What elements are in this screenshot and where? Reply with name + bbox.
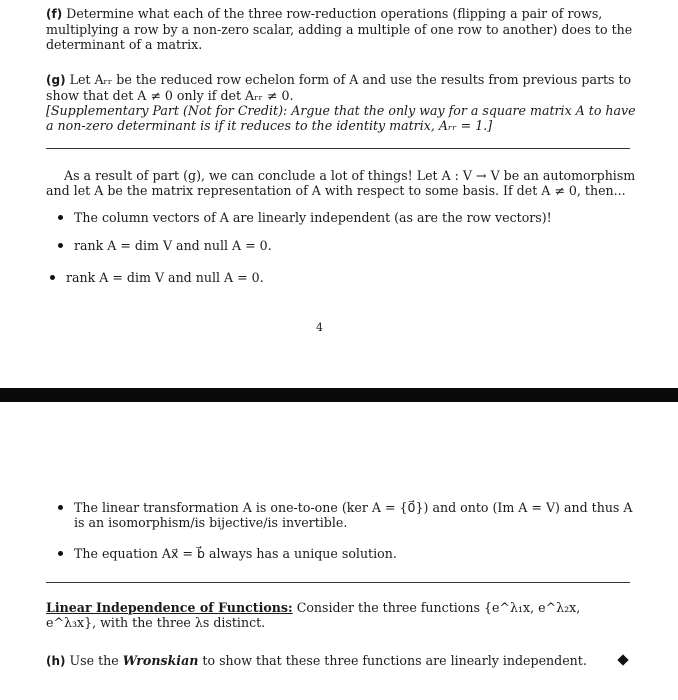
linear-independence-heading: Linear Independence of Functions:	[46, 600, 293, 615]
linear-independence-text: Consider the three functions {e^λ₁x, e^λ₂x, e^λ₃x}, with the three λs distinct.	[46, 600, 581, 630]
bullet-text: rank A = dim V and null A = 0.	[66, 270, 264, 285]
bullet-text: The column vectors of A are linearly independent (as are the row vectors)!	[74, 210, 552, 225]
part-h-emph: Wronskian	[122, 653, 199, 668]
bullet-icon	[50, 275, 55, 280]
conclusion-intro: As a result of part (g), we can conclude a lot of things! Let A : V → V be an automorphism and let A be the matrix representation of A with respect to some basis. If det A ≠ 0, then...	[46, 168, 636, 198]
bullet-icon	[58, 551, 63, 556]
linear-independence	[46, 600, 630, 630]
part-f-text: Determine what each of the three row-reduction operations (flipping a pair of rows, multiplying a row by a non-zero scalar, adding a multiple of one row to another) does to the determinant of a matrix.	[46, 6, 633, 52]
part-f	[46, 6, 646, 52]
bullet-icon	[58, 505, 63, 510]
part-f-label: (f)	[46, 7, 63, 21]
part-g-supplementary	[46, 103, 646, 133]
section-divider	[46, 148, 630, 149]
part-g-text: Let Aᵣᵣ be the reduced row echelon form of A and use the results from previous parts to show that det A ≠ 0 only if det Aᵣᵣ ≠ 0.	[46, 72, 632, 103]
part-g	[46, 72, 646, 103]
part-g-label: (g)	[46, 73, 66, 87]
supp-text: Argue that the only way for a square matrix A to have a non-zero determinant is if it reduces to the identity matrix, Aᵣᵣ = 1.]	[46, 103, 636, 133]
section-divider	[46, 582, 630, 583]
part-h-label: (h)	[46, 654, 66, 668]
part-h-text-after: to show that these three functions are linearly independent.	[202, 653, 587, 668]
page-number: 4	[316, 321, 323, 334]
supp-label: [Supplementary Part (Not for Credit):	[46, 103, 288, 118]
bullet-text: The equation Ax⃗ = b⃗ always has a unique solution.	[74, 546, 397, 561]
bullet-text: The linear transformation A is one-to-one (ker A = {0⃗}) and onto (Im A = V) and thus A is an isomorphism/is bijective/is invertible.	[74, 500, 633, 530]
part-h-text-before: Use the	[69, 653, 119, 668]
bullet-icon	[58, 243, 63, 248]
page-break	[0, 388, 678, 402]
bullet-icon	[58, 215, 63, 220]
bullet-text: rank A = dim V and null A = 0.	[74, 238, 272, 253]
part-h	[46, 653, 606, 669]
